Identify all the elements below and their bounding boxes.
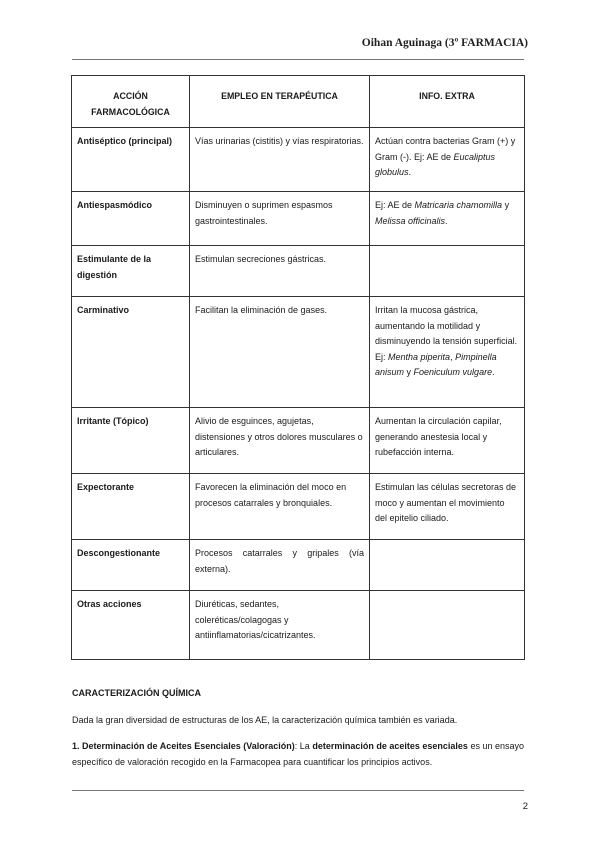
extra-text: .	[445, 215, 448, 226]
row-action: Antiséptico (principal)	[72, 128, 190, 192]
row-use: Disminuyen o suprimen espasmos gastrointestinales.	[190, 192, 370, 246]
species-name: Pimpinella anisum	[375, 351, 497, 377]
row-use: Diuréticas, sedantes, coleréticas/colagogas y antiinflamatorias/cicatrizantes.	[190, 591, 370, 660]
row-action: Irritante (Tópico)	[72, 408, 190, 474]
row-extra: Estimulan las células secretoras de moco y aumentan el movimiento del epitelio ciliado.	[370, 474, 525, 540]
row-use: Estimulan secreciones gástricas.	[190, 246, 370, 297]
row-use: Vías urinarias (cistitis) y vías respiratorias.	[190, 128, 370, 192]
column-header-action: ACCIÓN FARMACOLÓGICA	[72, 76, 190, 128]
table-row	[72, 474, 525, 540]
table-row	[72, 192, 525, 246]
item-text: es un ensayo específico de valoración recogido en la Farmacopea para cuantificar los principios activos.	[72, 741, 524, 767]
row-use: Alivio de esguinces, agujetas, distensiones y otros dolores musculares o articulares.	[190, 408, 370, 474]
row-use: Favorecen la eliminación del moco en procesos catarrales y bronquiales.	[190, 474, 370, 540]
row-extra	[370, 128, 525, 192]
extra-text: ,	[450, 351, 456, 362]
species-name: Eucaliptus globulus	[375, 151, 496, 177]
species-name: Mentha piperita	[388, 351, 451, 362]
table-row	[72, 297, 525, 408]
header-divider	[72, 59, 524, 60]
row-use: Facilitan la eliminación de gases.	[190, 297, 370, 408]
page-number: 2	[522, 801, 528, 812]
row-extra	[370, 246, 525, 297]
row-extra	[370, 192, 525, 246]
table-row	[72, 246, 525, 297]
extra-text: Ej: AE de	[375, 200, 415, 210]
extra-text: y	[502, 200, 510, 210]
footer-divider	[72, 790, 524, 791]
table-row	[72, 591, 525, 660]
species-name: Melissa officinalis	[375, 215, 446, 226]
table-header-row	[72, 76, 525, 128]
row-use: Procesos catarrales y gripales (vía externa).	[190, 540, 370, 591]
extra-text: .	[492, 367, 495, 377]
column-header-extra: INFO. EXTRA	[370, 76, 525, 128]
table-row	[72, 408, 525, 474]
species-name: Foeniculum vulgare	[413, 367, 493, 377]
section-title: CARACTERIZACIÓN QUÍMICA	[72, 688, 201, 698]
row-action: Descongestionante	[72, 540, 190, 591]
row-action: Expectorante	[72, 474, 190, 540]
extra-text: .	[408, 167, 412, 177]
row-extra	[370, 591, 525, 660]
row-action: Antiespasmódico	[72, 192, 190, 246]
extra-text: y	[404, 367, 414, 377]
pharmacology-table	[71, 75, 525, 660]
extra-text: Actúan contra bacterias Gram (+) y Gram (-). Ej: AE de	[375, 136, 516, 162]
row-extra: Aumentan la circulación capilar, generando anestesia local y rubefacción interna.	[370, 408, 525, 474]
table-row	[72, 128, 525, 192]
row-action: Carminativo	[72, 297, 190, 408]
header-author: Oihan Aguinaga (3º FARMACIA)	[361, 37, 528, 49]
item-paragraph	[72, 738, 524, 770]
extra-text: Irritan la mucosa gástrica, aumentando la motilidad y disminuyendo la tensión superficial. Ej:	[375, 305, 518, 362]
intro-paragraph: Dada la gran diversidad de estructuras de los AE, la caracterización química también es variada.	[72, 715, 458, 725]
column-header-use: EMPLEO EN TERAPÉUTICA	[190, 76, 370, 128]
table-row	[72, 540, 525, 591]
item-emphasis: determinación de aceites esenciales	[312, 741, 468, 751]
item-text: : La	[294, 741, 313, 751]
row-extra	[370, 297, 525, 408]
row-action: Estimulante de la digestión	[72, 246, 190, 297]
row-extra	[370, 540, 525, 591]
row-action: Otras acciones	[72, 591, 190, 660]
item-label: 1. Determinación de Aceites Esenciales (Valoración)	[72, 741, 295, 751]
species-name: Matricaria chamomilla	[414, 200, 503, 210]
